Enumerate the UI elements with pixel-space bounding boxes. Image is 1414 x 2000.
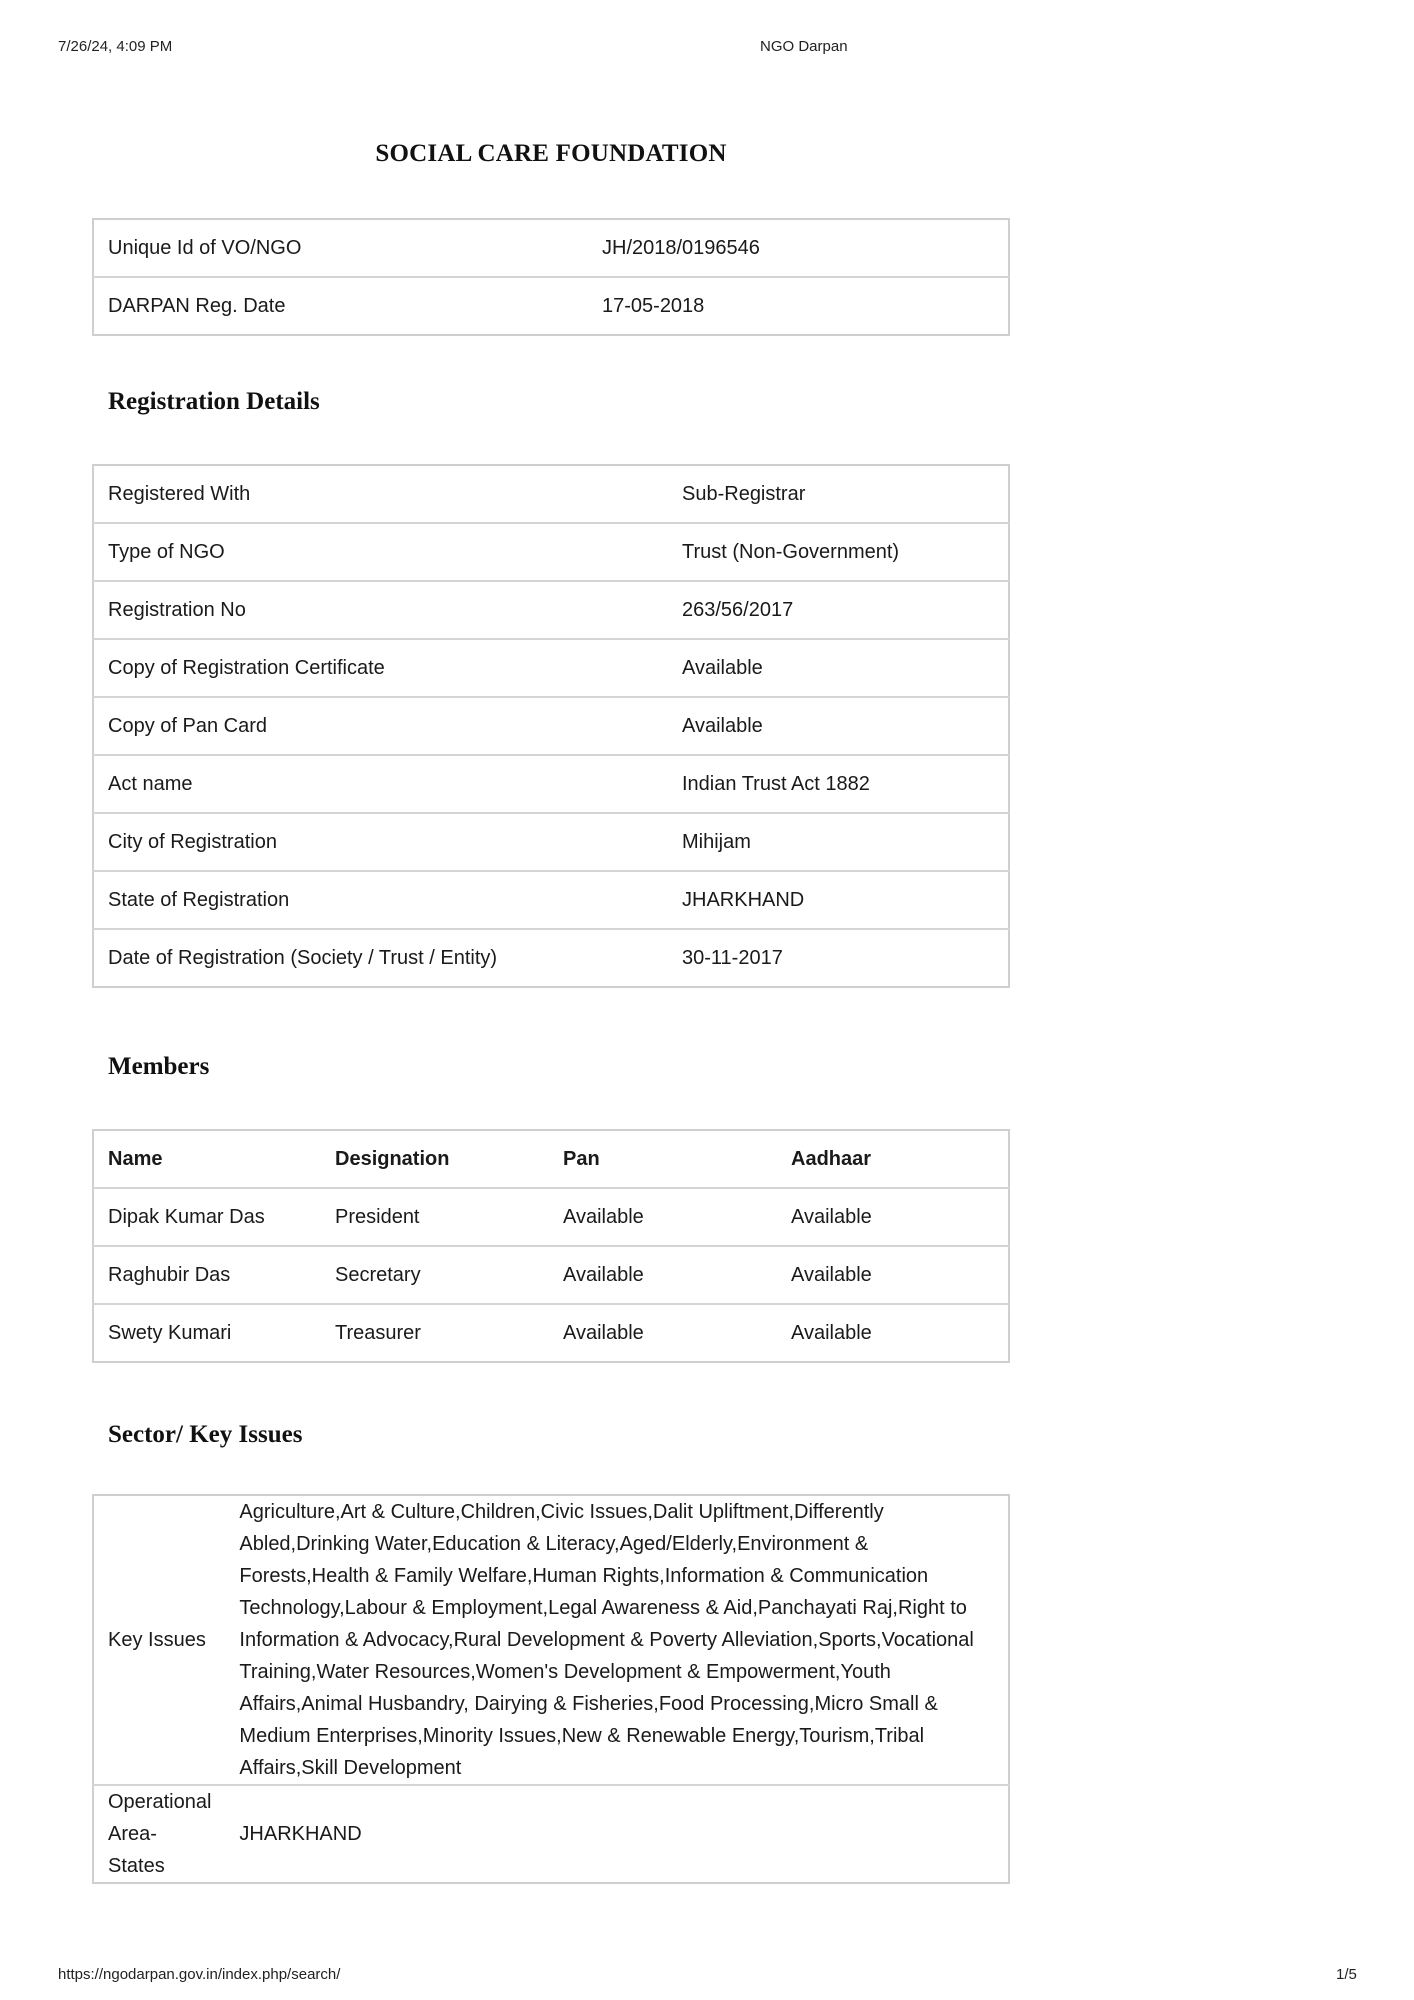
member-aadhaar: Available [777, 1304, 1009, 1362]
table-row [93, 1785, 1009, 1883]
reg-value: 263/56/2017 [668, 581, 1009, 639]
reg-label: Registration No [93, 581, 668, 639]
id-value: JH/2018/0196546 [602, 236, 760, 259]
table-row [93, 813, 1009, 871]
reg-label: Registered With [108, 482, 251, 505]
print-datetime: 7/26/24, 4:09 PM [58, 38, 173, 55]
registration-section-title: Registration Details [108, 388, 320, 415]
member-pan: Available [549, 1304, 777, 1362]
registration-table [92, 464, 1010, 988]
reg-label: Date of Registration (Society / Trust / Entity) [93, 929, 668, 987]
key-issues-value: Agriculture,Art & Culture,Children,Civic Issues,Dalit Upliftment,Differently Abled,Drinking Water,Education & Literacy,Aged/Elderly,Environment & Forests,Health & Family Welfare,Human Rights,Information & Communication Technology,Labour & Employment,Legal Awareness & Aid,Panchayati Raj,Right to Information & Advocacy,Rural Development & Poverty Alleviation,Sports,Vocational Training,Water Resources,Women's Development & Empowerment,Youth Affairs,Animal Husbandry, Dairying & Fisheries,Food Processing,Micro Small & Medium Enterprises,Minority Issues,New & Renewable Energy,Tourism,Tribal Affairs,Skill Development [239, 1501, 974, 1779]
members-table [92, 1129, 1010, 1363]
member-pan: Available [549, 1246, 777, 1304]
column-header-aadhaar: Aadhaar [791, 1147, 872, 1170]
member-aadhaar: Available [777, 1188, 1009, 1246]
table-row [93, 1246, 1009, 1304]
reg-value: Mihijam [668, 813, 1009, 871]
table-header-row [93, 1130, 1009, 1188]
reg-label: Copy of Registration Certificate [93, 639, 668, 697]
table-row [93, 755, 1009, 813]
reg-label: Copy of Pan Card [93, 697, 668, 755]
org-title: SOCIAL CARE FOUNDATION [375, 140, 727, 167]
reg-value: 30-11-2017 [668, 929, 1009, 987]
id-table [92, 218, 1010, 336]
reg-label: City of Registration [93, 813, 668, 871]
members-section-title: Members [108, 1053, 210, 1080]
member-designation: Secretary [321, 1246, 549, 1304]
table-row [93, 871, 1009, 929]
member-name: Swety Kumari [93, 1304, 321, 1362]
table-row [93, 219, 1009, 277]
reg-date-label: DARPAN Reg. Date [93, 277, 588, 335]
reg-value: Trust (Non-Government) [668, 523, 1009, 581]
operational-area-label: Operational Area-States [93, 1785, 225, 1883]
print-page-title: NGO Darpan [760, 38, 848, 55]
print-page-number: 1/5 [1336, 1966, 1357, 1983]
sector-section-title: Sector/ Key Issues [108, 1421, 303, 1448]
table-row [93, 465, 1009, 523]
reg-label: Act name [93, 755, 668, 813]
reg-date-value: 17-05-2018 [588, 277, 1009, 335]
table-row [93, 929, 1009, 987]
operational-area-value: JHARKHAND [225, 1785, 1009, 1883]
table-row [93, 581, 1009, 639]
member-designation: President [321, 1188, 549, 1246]
reg-value: Available [668, 697, 1009, 755]
column-header-designation: Designation [335, 1147, 450, 1170]
reg-value: JHARKHAND [668, 871, 1009, 929]
id-label: Unique Id of VO/NGO [108, 236, 302, 259]
table-row [93, 697, 1009, 755]
member-name: Dipak Kumar Das [93, 1188, 321, 1246]
reg-value: Indian Trust Act 1882 [668, 755, 1009, 813]
table-row [93, 1188, 1009, 1246]
member-pan: Available [549, 1188, 777, 1246]
table-row [93, 1304, 1009, 1362]
member-aadhaar: Available [777, 1246, 1009, 1304]
print-url: https://ngodarpan.gov.in/index.php/search/ [58, 1966, 341, 1983]
column-header-name: Name [108, 1147, 163, 1170]
reg-value: Sub-Registrar [682, 482, 806, 505]
table-row [93, 523, 1009, 581]
column-header-pan: Pan [563, 1147, 600, 1170]
sector-table [92, 1494, 1010, 1884]
member-designation: Treasurer [321, 1304, 549, 1362]
reg-value: Available [668, 639, 1009, 697]
table-row [93, 277, 1009, 335]
table-row [93, 1495, 1009, 1785]
member-name: Raghubir Das [93, 1246, 321, 1304]
table-row [93, 639, 1009, 697]
key-issues-label: Key Issues [108, 1629, 206, 1651]
reg-label: State of Registration [93, 871, 668, 929]
reg-label: Type of NGO [93, 523, 668, 581]
